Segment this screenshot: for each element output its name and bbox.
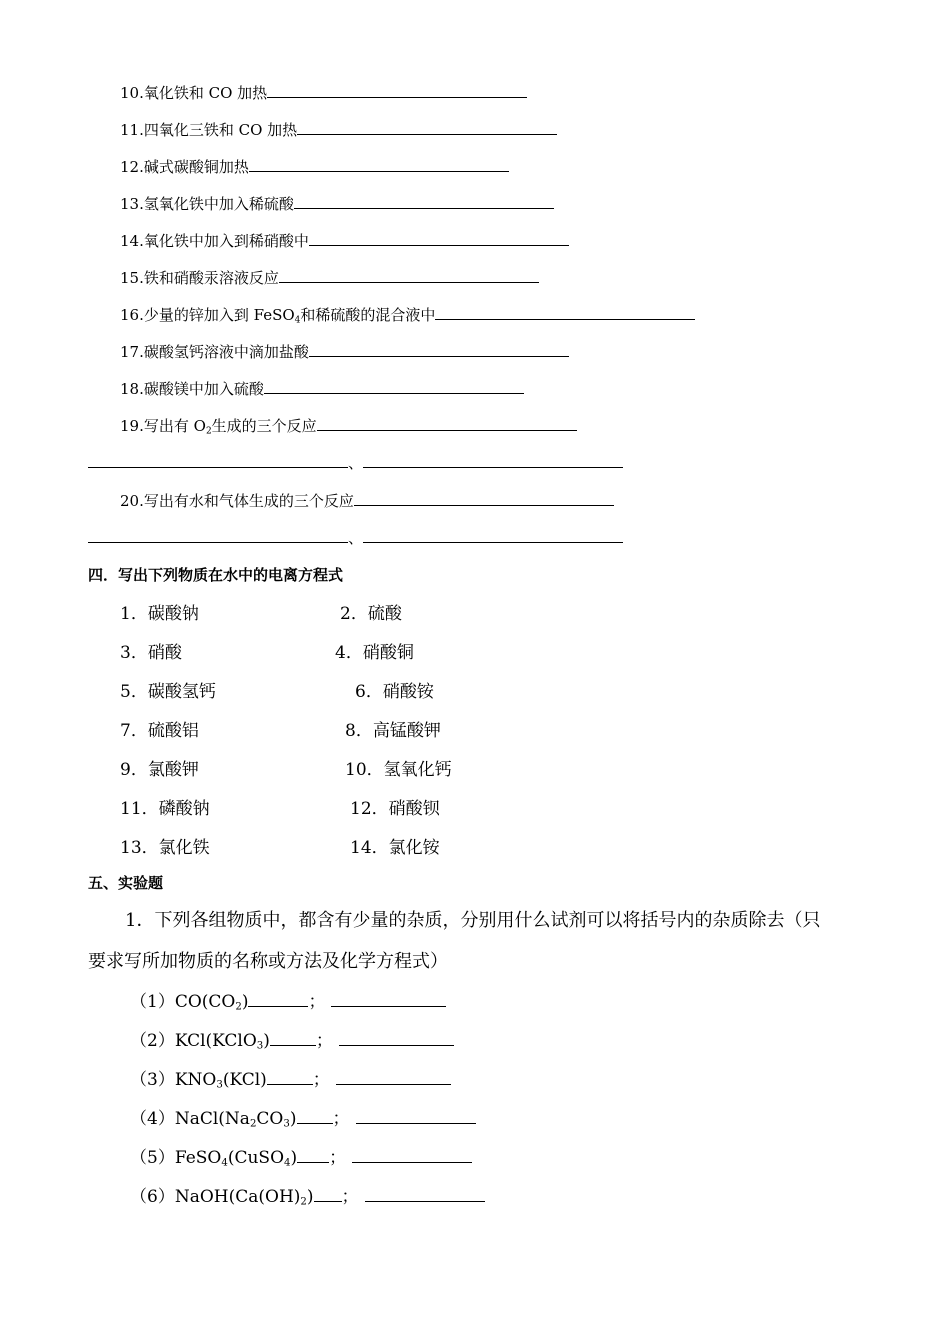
answer-blank[interactable] [309, 355, 569, 357]
equation-blank[interactable] [365, 1200, 485, 1202]
answer-blank[interactable] [297, 133, 557, 135]
section-5-heading: 五、实验题 [88, 874, 164, 892]
experiment-question-1: 1．下列各组物质中，都含有少量的杂质，分别用什么试剂可以将括号内的杂质除去（只 [125, 910, 821, 931]
question-20-extra-blanks: 、 [88, 527, 623, 548]
question-11: 11.四氧化三铁和 CO 加热 [120, 119, 557, 140]
ionization-item: 5．碳酸氢钙 [120, 682, 216, 702]
experiment-sub-item-2: （2）KCl(KClO$_3$) ； [130, 1026, 454, 1051]
answer-blank[interactable] [435, 318, 695, 320]
answer-blank[interactable] [279, 281, 539, 283]
section-4-heading: 四．写出下列物质在水中的电离方程式 [88, 566, 344, 584]
experiment-sub-item-4: $(4)NaCl(Na_2CO_3)$ ； [130, 1104, 476, 1129]
ionization-item: 4．硝酸铜 [335, 643, 414, 663]
ionization-item: 10．氢氧化钙 [345, 760, 452, 780]
equation-blank[interactable] [352, 1161, 472, 1163]
answer-blank[interactable] [354, 504, 614, 506]
experiment-sub-item-6: $(6)NaOH(Ca(OH)_2)$ ； [130, 1182, 485, 1207]
answer-blank[interactable] [264, 392, 524, 394]
answer-blank[interactable] [309, 244, 569, 246]
answer-blank[interactable] [363, 541, 623, 543]
equation-blank[interactable] [331, 1005, 446, 1007]
ionization-item: 8．高锰酸钾 [345, 721, 441, 741]
question-15: 15.铁和硝酸汞溶液反应 [120, 267, 539, 288]
reagent-blank[interactable] [270, 1044, 316, 1046]
ionization-item: 1．碳酸钠 [120, 604, 199, 624]
question-17: 17.碳酸氢钙溶液中滴加盐酸 [120, 341, 569, 362]
question-20: 20.写出有水和气体生成的三个反应 [120, 490, 614, 511]
question-19: 19.写出有 $O_2$生成的三个反应 [120, 415, 577, 436]
equation-blank[interactable] [336, 1083, 451, 1085]
ionization-item: 7．硫酸铝 [120, 721, 199, 741]
answer-blank[interactable] [363, 466, 623, 468]
reagent-blank[interactable] [297, 1161, 329, 1163]
ionization-item: 11．磷酸钠 [120, 799, 210, 819]
reagent-blank[interactable] [267, 1083, 313, 1085]
question-13: 13.氢氧化铁中加入稀硫酸 [120, 193, 554, 214]
question-19-extra-blanks: 、 [88, 452, 623, 473]
answer-blank[interactable] [294, 207, 554, 209]
ionization-item: 14．氯化铵 [350, 838, 440, 858]
equation-blank[interactable] [339, 1044, 454, 1046]
experiment-sub-item-3: $(3)KNO_3(KCl)$ ； [130, 1065, 451, 1090]
experiment-sub-item-5: （5）FeSO$_4$(CuSO$_4$) ； [130, 1143, 472, 1168]
answer-blank[interactable] [88, 541, 348, 543]
question-18: 18.碳酸镁中加入硫酸 [120, 378, 524, 399]
ionization-item: 3．硝酸 [120, 643, 182, 663]
question-12: 12.碱式碳酸铜加热 [120, 156, 509, 177]
question-10: 10.氧化铁和 CO 加热 [120, 82, 527, 103]
reagent-blank[interactable] [297, 1122, 333, 1124]
question-14: 14.氧化铁中加入到稀硝酸中 [120, 230, 569, 251]
experiment-question-1-cont: 要求写所加物质的名称或方法及化学方程式） [88, 951, 448, 972]
reagent-blank[interactable] [314, 1200, 342, 1202]
answer-blank[interactable] [317, 429, 577, 431]
ionization-item: 13．氯化铁 [120, 838, 210, 858]
ionization-item: 9．氯酸钾 [120, 760, 199, 780]
reagent-blank[interactable] [248, 1005, 308, 1007]
answer-blank[interactable] [267, 96, 527, 98]
ionization-item: 6．硝酸铵 [355, 682, 434, 702]
ionization-item: 12．硝酸钡 [350, 799, 440, 819]
ionization-item: 2．硫酸 [340, 604, 402, 624]
answer-blank[interactable] [249, 170, 509, 172]
answer-blank[interactable] [88, 466, 348, 468]
question-16: 16.少量的锌加入到 FeSO$_4$和稀硫酸的混合液中 [120, 304, 695, 325]
equation-blank[interactable] [356, 1122, 476, 1124]
experiment-sub-item-1: $(1)CO(CO_2)$ ； [130, 987, 446, 1012]
